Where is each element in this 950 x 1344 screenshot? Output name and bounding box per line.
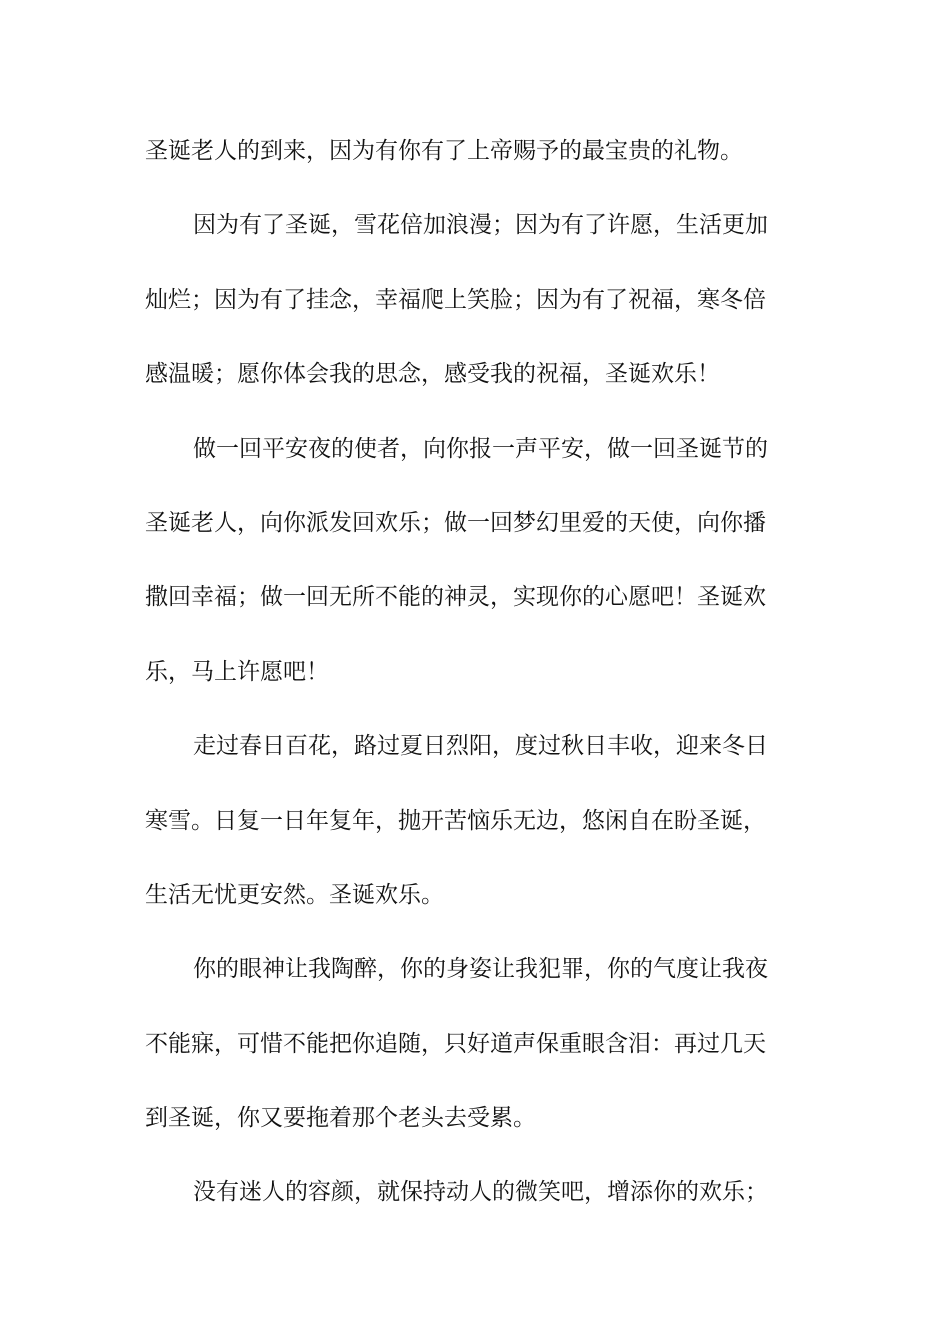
text-line: 不能寐，可惜不能把你追随，只好道声保重眼含泪：再过几天: [145, 1030, 766, 1057]
paragraph-start-line: 你的眼神让我陶醉，你的身姿让我犯罪，你的气度让我夜: [193, 956, 768, 983]
text-line: 撒回幸福；做一回无所不能的神灵，实现你的心愿吧！圣诞欢: [145, 584, 766, 611]
text-line: 灿烂；因为有了挂念，幸福爬上笑脸；因为有了祝福，寒冬倍: [145, 286, 766, 313]
text-line: 寒雪。日复一日年复年，抛开苦恼乐无边，悠闲自在盼圣诞，: [145, 807, 766, 834]
paragraph-start-line: 走过春日百花，路过夏日烈阳，度过秋日丰收，迎来冬日: [193, 733, 768, 760]
paragraph-start-line: 因为有了圣诞，雪花倍加浪漫；因为有了许愿，生活更加: [193, 212, 768, 239]
paragraph-start-line: 没有迷人的容颜，就保持动人的微笑吧，增添你的欢乐；: [193, 1179, 768, 1206]
document-body: [145, 124, 810, 1240]
text-line: 到圣诞，你又要拖着那个老头去受累。: [145, 1105, 536, 1132]
text-line: 感温暖；愿你体会我的思念，感受我的祝福，圣诞欢乐！: [145, 361, 720, 388]
paragraph-start-line: 做一回平安夜的使者，向你报一声平安，做一回圣诞节的: [193, 435, 768, 462]
text-line: 乐，马上许愿吧！: [145, 658, 329, 685]
text-line: 圣诞老人的到来，因为有你有了上帝赐予的最宝贵的礼物。: [145, 138, 743, 164]
text-line: 圣诞老人，向你派发回欢乐；做一回梦幻里爱的天使，向你播: [145, 509, 766, 536]
text-line: 生活无忧更安然。圣诞欢乐。: [145, 881, 444, 908]
